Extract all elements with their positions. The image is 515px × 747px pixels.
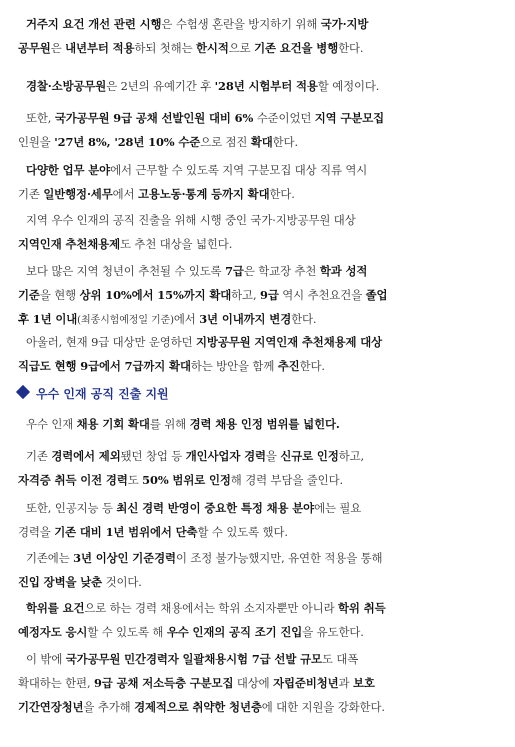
body-text: 이 밖에 <box>26 652 66 666</box>
text-line <box>18 496 498 520</box>
emphasis-text: 3년 이상인 기준경력 <box>73 551 176 565</box>
emphasis-text: 한시적 <box>196 41 229 55</box>
emphasis-text: 직급도 현행 9급에서 7급까지 확대 <box>18 359 191 373</box>
body-text: 아울러, 현재 9급 대상만 운영하던 <box>26 335 197 349</box>
emphasis-text: 졸업 <box>365 288 388 302</box>
body-text: 은 <box>50 41 66 55</box>
body-text: 으로 <box>228 41 255 55</box>
emphasis-text: 국가공무원 9급 공채 선발인원 대비 6% <box>54 111 254 125</box>
body-text: 은 수험생 혼란을 방지하기 위해 <box>161 17 321 31</box>
emphasis-text: 진입 장벽을 낮춘 <box>18 575 103 589</box>
body-text: 에서 <box>173 312 200 326</box>
body-text: 할 예정이다. <box>317 79 380 93</box>
emphasis-text: 지방공무원 지역인재 추천채용제 대상 <box>196 335 383 349</box>
body-text: 역시 추천요건을 <box>278 288 366 302</box>
body-text: 한다. <box>291 312 317 326</box>
emphasis-text: 경제적으로 취약한 청년층 <box>134 700 262 714</box>
text-line <box>18 671 498 695</box>
emphasis-text: 학위를 요건 <box>26 601 85 615</box>
text-line <box>18 620 498 644</box>
section-heading <box>18 382 169 406</box>
body-text: 한다. <box>299 359 325 373</box>
diamond-bullet-icon <box>16 385 30 399</box>
emphasis-text: 지역 구분모집 <box>314 111 385 125</box>
body-text: 하고, <box>338 449 365 463</box>
emphasis-text: 기존 요건을 병행 <box>254 41 339 55</box>
text-line <box>18 36 498 60</box>
body-text: 인원을 <box>18 135 55 149</box>
emphasis-text: 3년 이내까지 변경 <box>199 312 292 326</box>
text-line <box>18 647 498 671</box>
body-text: 을 <box>265 449 281 463</box>
paragraph-ai-field <box>18 496 498 544</box>
paragraph-job-series <box>18 158 498 206</box>
body-text: 또한, 인공지능 등 <box>26 501 117 515</box>
paragraph-regional-quota <box>18 106 498 154</box>
body-text: 우수 인재 <box>26 417 77 431</box>
body-text: 한다. <box>338 41 364 55</box>
body-text: 을 유도한다. <box>302 625 364 639</box>
emphasis-text: 지역인재 추천채용제 <box>18 237 120 251</box>
body-text: 하되 첫해는 <box>134 41 197 55</box>
emphasis-text: 고용노동·통계 등까지 확대 <box>137 187 270 201</box>
text-line <box>18 130 498 154</box>
body-text: 하는 방안을 함께 <box>190 359 278 373</box>
body-text: 기존에는 <box>26 551 74 565</box>
emphasis-text: 상위 10%에서 15%까지 확대 <box>79 288 232 302</box>
text-line <box>18 259 498 283</box>
body-text: 것이다. <box>102 575 142 589</box>
emphasis-text: 경력에서 제외 <box>51 449 121 463</box>
body-text: 으로 하는 경력 채용에서는 학위 소지자뿐만 아니라 <box>84 601 339 615</box>
body-text: 도 <box>127 473 143 487</box>
emphasis-text: 7급 <box>225 264 244 278</box>
paragraph-career-scope <box>18 412 498 436</box>
emphasis-text: 기간연장청년 <box>18 700 84 714</box>
paragraph-business-career <box>18 444 498 492</box>
text-line <box>18 283 498 307</box>
paragraph-regional-talent <box>18 208 498 256</box>
emphasis-text: 경력 채용 인정 범위를 넓힌다. <box>189 417 340 431</box>
emphasis-text: 국가공무원 민간경력자 일괄채용시험 7급 선발 규모 <box>65 652 322 666</box>
emphasis-text: '28년 시험부터 적용 <box>214 79 318 93</box>
body-text: 를 위해 <box>149 417 190 431</box>
body-text: 수준이었던 <box>253 111 315 125</box>
body-text: 할 수 있도록 해 <box>87 625 167 639</box>
paragraph-degree <box>18 596 498 644</box>
emphasis-text: 확대 <box>250 135 273 149</box>
emphasis-text: 예정자도 응시 <box>18 625 88 639</box>
emphasis-text: 50% 범위로 인정 <box>142 473 231 487</box>
body-text: 대상에 <box>233 676 274 690</box>
emphasis-text: 학과 성적 <box>319 264 368 278</box>
paragraph-recommendation-criteria <box>18 259 498 333</box>
emphasis-text: 경찰·소방공무원 <box>26 79 107 93</box>
emphasis-text: 최신 경력 반영이 중요한 특정 채용 분야 <box>116 501 315 515</box>
body-text: 도 추천 대상을 넓힌다. <box>120 237 233 251</box>
text-line <box>18 208 498 232</box>
text-line <box>18 596 498 620</box>
emphasis-text: 다양한 업무 분야 <box>26 163 111 177</box>
emphasis-text: 자격증 취득 이전 경력 <box>18 473 128 487</box>
body-text: 도 대폭 <box>321 652 359 666</box>
body-text: 을 추가해 <box>83 700 135 714</box>
body-text: 보다 많은 지역 청년이 추천될 수 있도록 <box>26 264 226 278</box>
emphasis-text: 신규로 인정 <box>280 449 339 463</box>
body-text: 확대하는 한편, <box>18 676 94 690</box>
body-text: 할 수 있도록 했다. <box>197 525 288 539</box>
emphasis-text: '27년 8%, '28년 10% 수준 <box>54 135 201 149</box>
emphasis-text: 우수 인재의 공직 조기 진입 <box>166 625 303 639</box>
emphasis-text: 보호 <box>352 676 375 690</box>
text-line <box>18 570 498 594</box>
emphasis-text: 개인사업자 경력 <box>185 449 266 463</box>
text-line <box>18 468 498 492</box>
text-line <box>18 182 498 206</box>
body-text: 은 학교장 추천 <box>243 264 320 278</box>
body-text: 한다. <box>269 187 295 201</box>
body-text: 하고, <box>231 288 261 302</box>
text-line <box>18 158 498 182</box>
body-text: 기존 <box>26 449 52 463</box>
body-text: 또한, <box>26 111 55 125</box>
text-line <box>18 354 498 378</box>
text-line <box>18 232 498 256</box>
paragraph-police-fire <box>18 74 498 98</box>
body-text: 에는 필요 <box>314 501 362 515</box>
body-text: 지역 우수 인재의 공직 진출을 위해 시행 중인 국가·지방공무원 대상 <box>26 213 356 227</box>
text-line <box>18 444 498 468</box>
emphasis-text: 일반행정·세무 <box>43 187 113 201</box>
emphasis-text: 국가·지방 <box>320 17 369 31</box>
emphasis-text: 채용 기회 확대 <box>76 417 150 431</box>
emphasis-text: 추진 <box>277 359 300 373</box>
text-line <box>18 412 498 436</box>
emphasis-text: 9급 공채 저소득층 구분모집 <box>93 676 234 690</box>
body-text: 한다. <box>272 135 298 149</box>
paragraph-residence-requirement <box>18 12 498 60</box>
emphasis-text: 후 1년 이내 <box>18 312 78 326</box>
body-text: 을 현행 <box>39 288 80 302</box>
body-text: 해 경력 부담을 줄인다. <box>230 473 344 487</box>
paragraph-additional-support <box>18 647 498 719</box>
text-line <box>18 520 498 544</box>
emphasis-text: 거주지 요건 개선 관련 시행 <box>26 17 162 31</box>
paragraph-barrier <box>18 546 498 594</box>
body-text: 기존 <box>18 187 44 201</box>
body-text: 과 <box>338 676 353 690</box>
text-line <box>18 546 498 570</box>
emphasis-text: 9급 <box>260 288 279 302</box>
body-text: 에서 <box>112 187 138 201</box>
emphasis-text: 학위 취득 <box>338 601 386 615</box>
body-text: 으로 점진 <box>200 135 251 149</box>
text-line <box>18 12 498 36</box>
body-text: 은 2년의 유예기간 후 <box>106 79 215 93</box>
emphasis-text: 기준 <box>18 288 40 302</box>
text-line <box>18 330 498 354</box>
text-line <box>18 74 498 98</box>
body-text: (최종시험예정일 기준) <box>77 315 174 326</box>
body-text: 에 대한 지원을 강화한다. <box>261 700 385 714</box>
body-text: 이 조정 불가능했지만, 유연한 적용을 통해 <box>175 551 383 565</box>
body-text: 됐던 창업 등 <box>120 449 186 463</box>
text-line <box>18 106 498 130</box>
emphasis-text: 기존 대비 1년 범위에서 단축 <box>54 525 198 539</box>
body-text: 경력을 <box>18 525 55 539</box>
emphasis-text: 공무원 <box>18 41 51 55</box>
emphasis-text: 자립준비청년 <box>273 676 339 690</box>
text-line <box>18 695 498 719</box>
section-heading-text: 우수 인재 공직 진출 지원 <box>36 387 169 401</box>
emphasis-text: 내년부터 적용 <box>65 41 135 55</box>
body-text: 에서 근무할 수 있도록 지역 구분모집 대상 직류 역시 <box>110 163 368 177</box>
paragraph-local-grade7 <box>18 330 498 378</box>
